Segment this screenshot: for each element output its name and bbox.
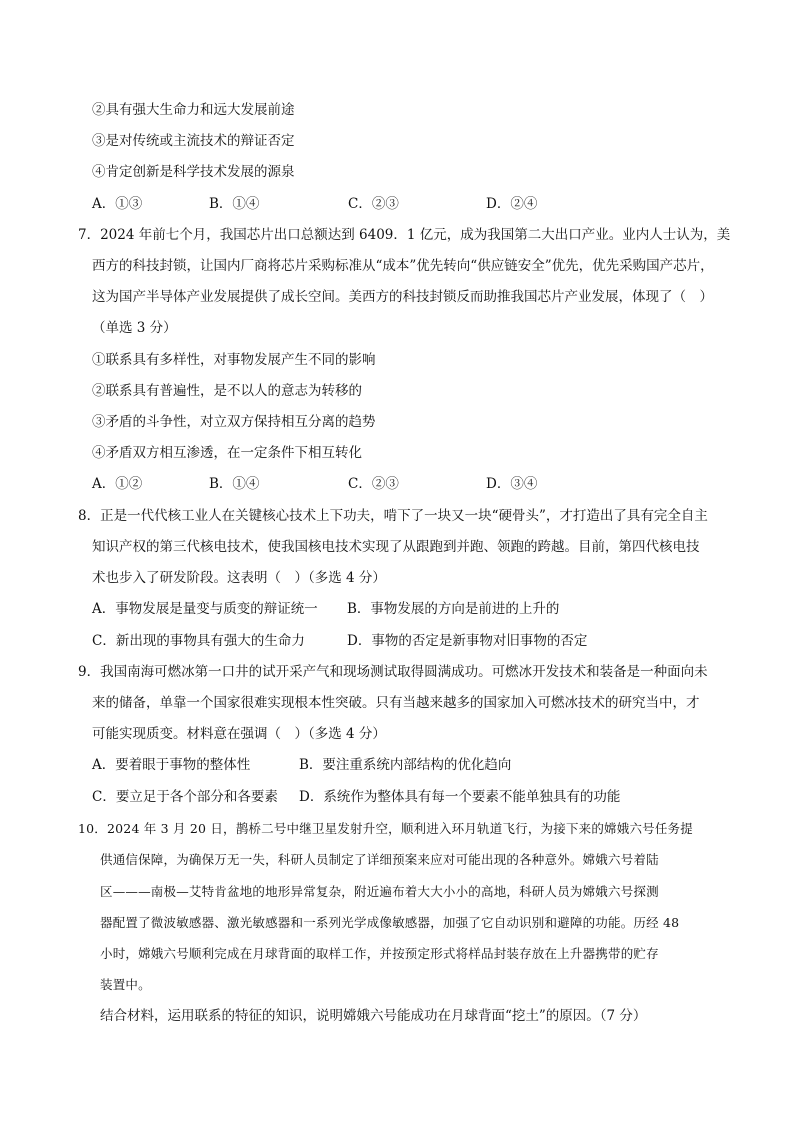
q7-item-1: ①联系具有多样性，对事物发展产生不同的影响 [92, 352, 376, 368]
q9-option-b: B．要注重系统内部结构的优化趋向 [299, 757, 512, 773]
q8-option-a: A．事物发展是量变与质变的辩证统一 [92, 601, 318, 617]
q8-option-d: D．事物的否定是新事物对旧事物的否定 [347, 633, 588, 649]
q7-stem-line-3: 这为国产半导体产业发展提供了成长空间。美西方的科技封锁反而助推我国芯片产业发展，体现了（ ） [92, 289, 713, 305]
q9-option-d: D．系统作为整体具有每一个要素不能单独具有的功能 [299, 789, 621, 805]
q7-stem-line-1: 7．2024 年前七个月，我国芯片出口总额达到 6409．1 亿元，成为我国第二大出口产业。业内人士认为，美 [78, 227, 731, 243]
q7-stem-line-2: 西方的科技封锁，让国内厂商将芯片采购标准从“成本”优先转向“供应链安全”优先，优先采购国产芯片， [92, 258, 714, 274]
q10-stem-line-3: 区———南极—艾特肯盆地的地形异常复杂，附近遍布着大大小小的高地，科研人员为嫦娥六号探测 [100, 884, 659, 899]
q7-item-3: ③矛盾的斗争性，对立双方保持相互分离的趋势 [92, 414, 376, 430]
q6-option-c: C．②③ [348, 196, 399, 212]
q6-item-2: ②具有强大生命力和远大发展前途 [92, 102, 295, 118]
q9-stem-line-1: 9．我国南海可燃冰第一口井的试开采产气和现场测试取得圆满成功。可燃冰开发技术和装备是一种面向未 [78, 664, 708, 680]
q8-option-c: C．新出现的事物具有强大的生命力 [92, 633, 305, 649]
q9-option-c: C．要立足于各个部分和各要素 [92, 789, 278, 805]
q6-item-4: ④肯定创新是科学技术发展的源泉 [92, 164, 295, 180]
q6-item-3: ③是对传统或主流技术的辩证否定 [92, 133, 295, 149]
q10-prompt: 结合材料，运用联系的特征的知识，说明嫦娥六号能成功在月球背面“挖土”的原因。（7 分） [100, 1008, 647, 1024]
q7-option-c: C．②③ [348, 476, 399, 492]
q10-stem-line-5: 小时，嫦娥六号顺利完成在月球背面的取样工作，并按预定形式将样品封装存放在上升器携带的贮存 [100, 946, 659, 961]
q8-stem-line-3: 术也步入了研发阶段。这表明（ ）（多选 4 分） [92, 570, 386, 586]
q10-stem-line-2: 供通信保障，为确保万无一失，科研人员制定了详细预案来应对可能出现的各种意外。嫦娥六号着陆 [100, 852, 659, 867]
q8-stem-line-2: 知识产权的第三代核电技术，使我国核电技术实现了从跟跑到并跑、领跑的跨越。目前，第四代核电技 [92, 539, 700, 555]
q10-stem-line-6: 装置中。 [100, 977, 151, 992]
q7-item-4: ④矛盾双方相互渗透，在一定条件下相互转化 [92, 445, 362, 461]
q7-option-d: D．③④ [486, 476, 538, 492]
q6-option-a: A．①③ [92, 196, 143, 212]
q8-option-b: B．事物发展的方向是前进的上升的 [347, 601, 560, 617]
q9-stem-line-2: 来的储备，单靠一个国家很难实现根本性突破。只有当越来越多的国家加入可燃冰技术的研究当中，才 [92, 695, 700, 711]
q7-option-b: B．①④ [209, 476, 260, 492]
q7-option-a: A．①② [92, 476, 143, 492]
q6-option-d: D．②④ [486, 196, 538, 212]
q9-option-a: A．要着眼于事物的整体性 [92, 757, 251, 773]
q9-stem-line-3: 可能实现质变。材料意在强调（ ）（多选 4 分） [92, 726, 386, 742]
q7-score-note: （单选 3 分） [92, 320, 177, 336]
q7-item-2: ②联系具有普遍性，是不以人的意志为转移的 [92, 383, 362, 399]
q6-option-b: B．①④ [209, 196, 260, 212]
q10-stem-line-4: 器配置了微波敏感器、激光敏感器和一系列光学成像敏感器，加强了它自动识别和避障的功能。历经 48 [100, 915, 680, 930]
q10-stem-line-1: 10．2024 年 3 月 20 日，鹊桥二号中继卫星发射升空，顺利进入环月轨道飞行，为接下来的嫦娥六号任务提 [78, 821, 693, 836]
q8-stem-line-1: 8．正是一代代核工业人在关键核心技术上下功夫，啃下了一块又一块“硬骨头”，才打造出了具有完全自主 [78, 508, 708, 524]
